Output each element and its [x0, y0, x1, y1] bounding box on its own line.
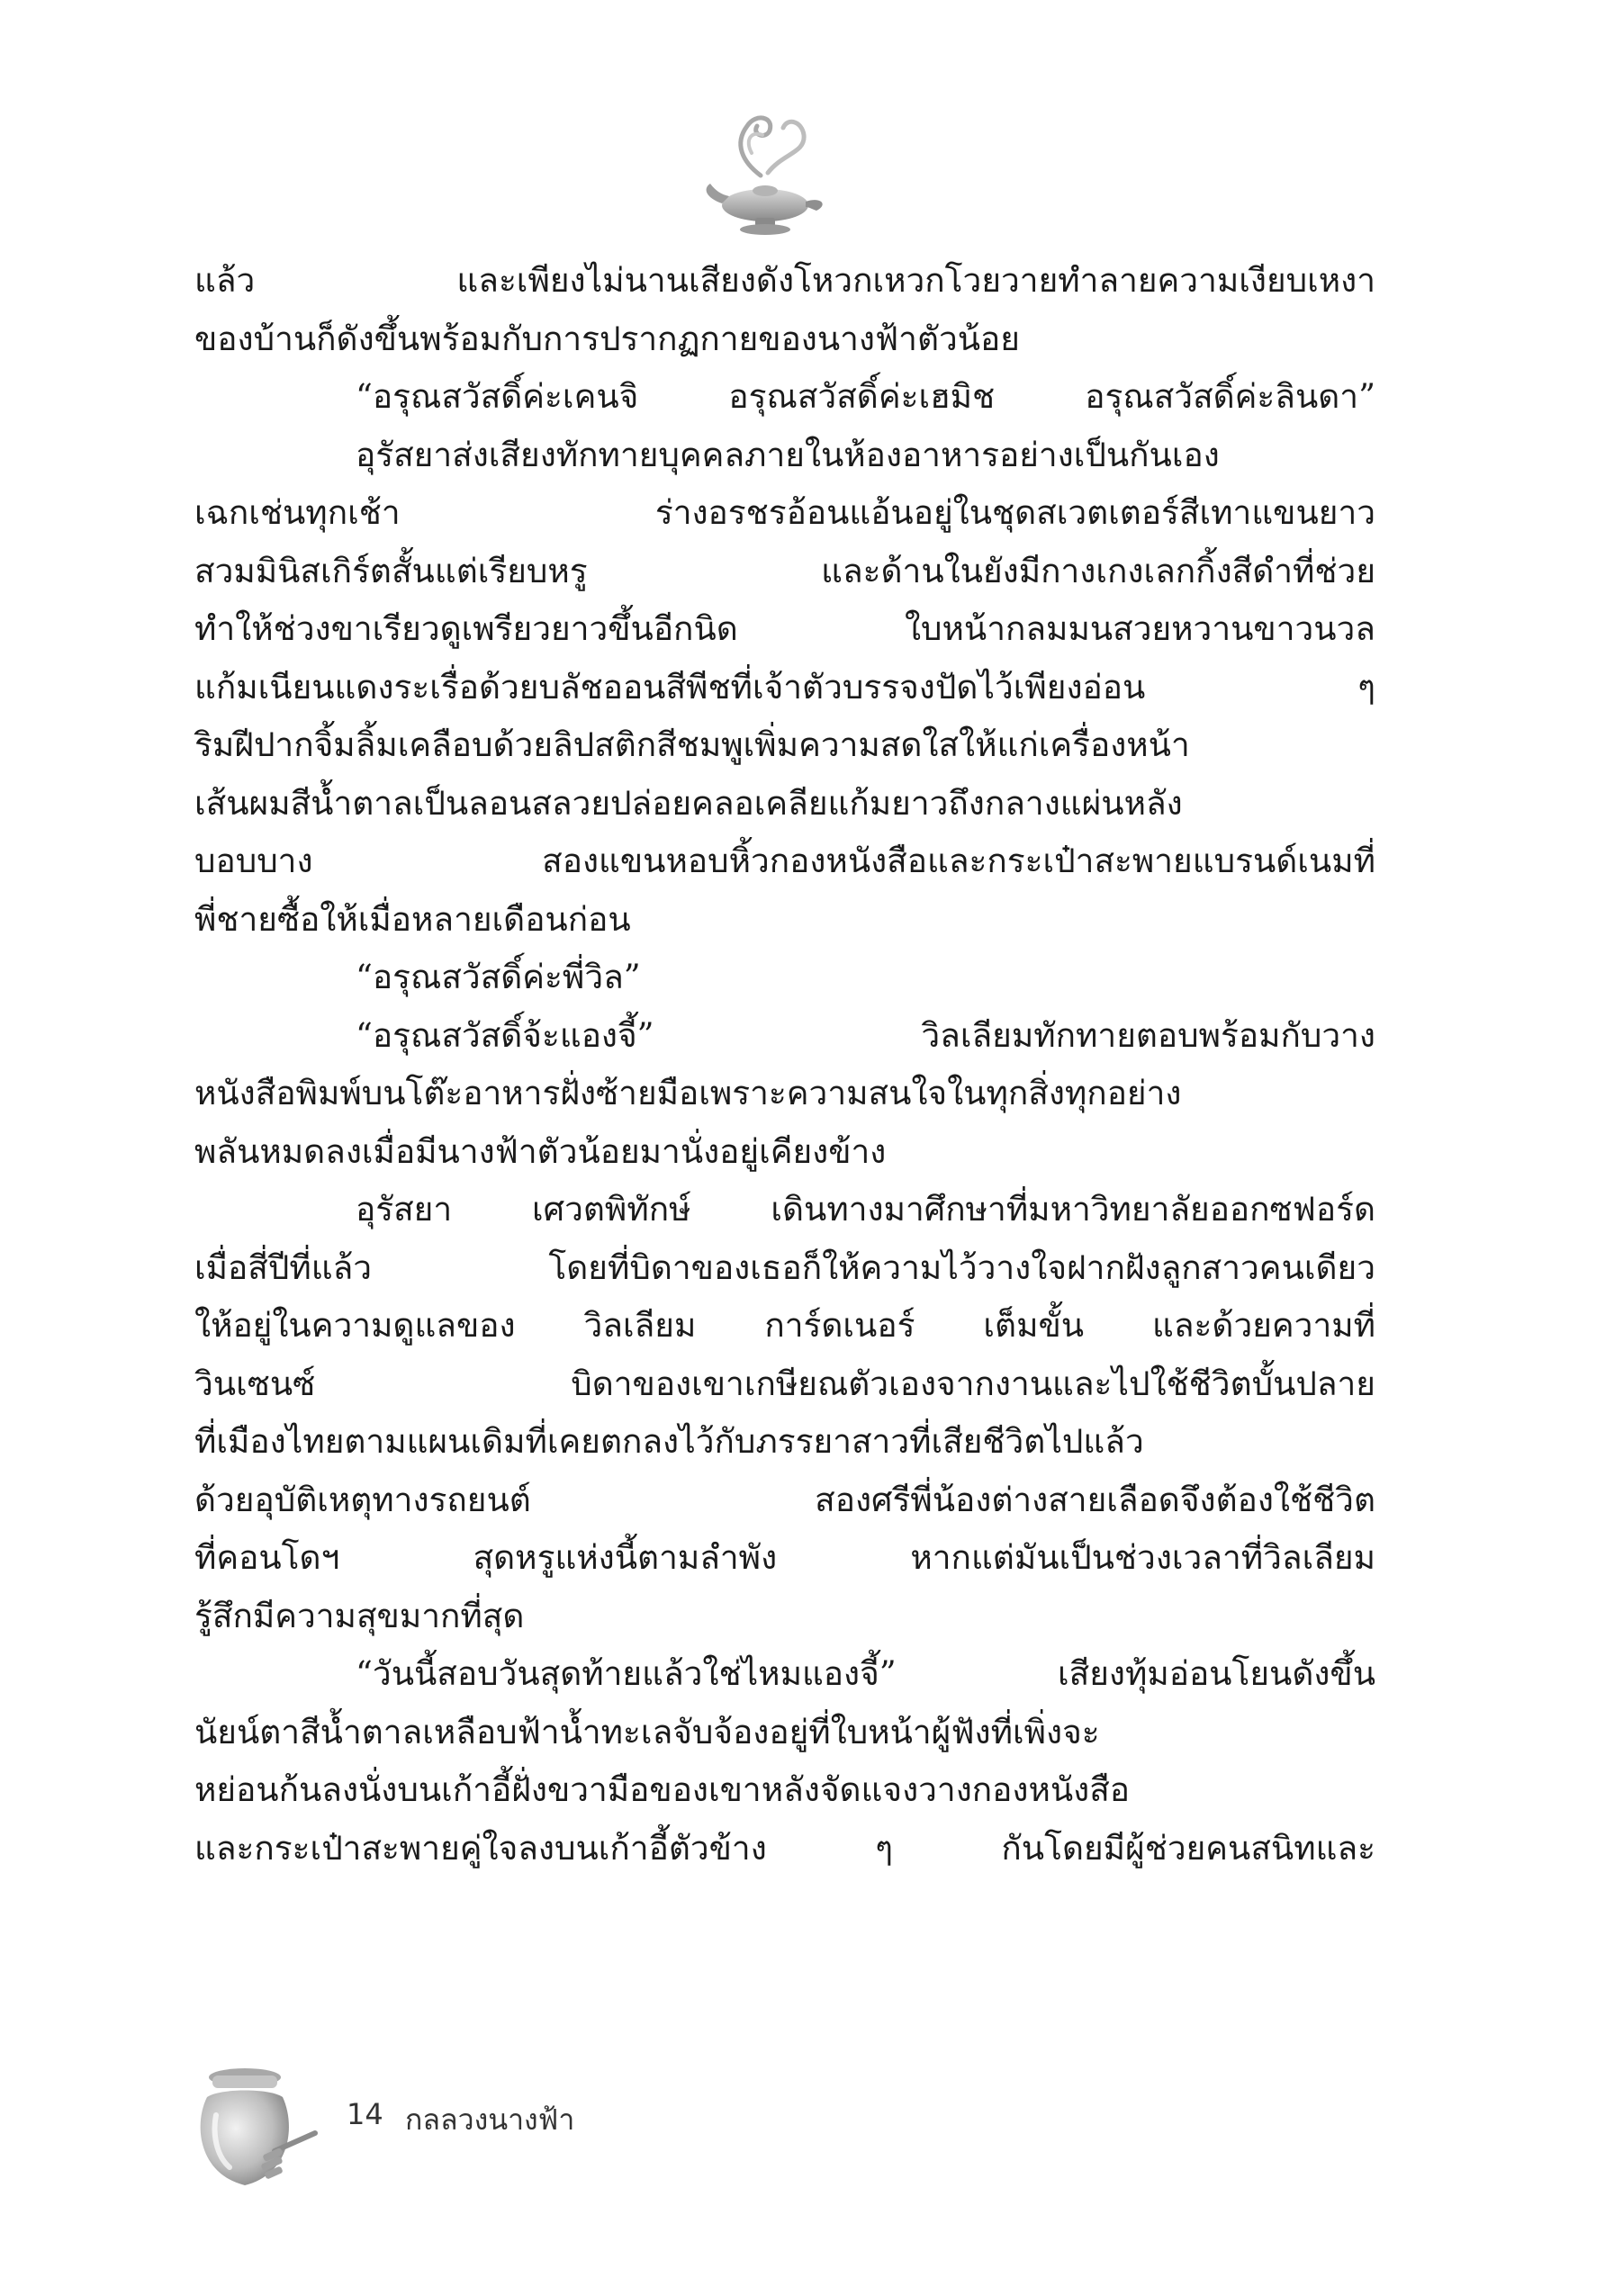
text-line: และกระเป๋าสะพายคู่ใจลงบนเก้าอี้ตัวข้าง ๆ กันโดยมีผู้ช่วยคนสนิทและ	[194, 1828, 1375, 1868]
text-line: อุรัสยาส่งเสียงทักทายบุคคลภายในห้องอาหารอย่างเป็นกันเอง	[356, 435, 1220, 474]
genie-lamp-icon	[698, 90, 833, 239]
text-line: แล้ว และเพียงไม่นานเสียงดังโหวกเหวกโวยวายทำลายความเงียบเหงา	[194, 261, 1375, 300]
text-line: เส้นผมสีน้ำตาลเป็นลอนสลวยปล่อยคลอเคลียแก้มยาวถึงกลางแผ่นหลัง	[194, 783, 1183, 823]
text-line: เมื่อสี่ปีที่แล้ว โดยที่บิดาของเธอก็ให้ความไว้วางใจฝากฝังลูกสาวคนเดียว	[194, 1247, 1375, 1287]
text-line: “อรุณสวัสดิ์ค่ะเคนจิ อรุณสวัสดิ์ค่ะเฮมิช อรุณสวัสดิ์ค่ะลินดา”	[356, 377, 1375, 416]
text-line: “อรุณสวัสดิ์จ้ะแองจี้” วิลเลียมทักทายตอบพร้อมกับวาง	[356, 1015, 1375, 1055]
text-line: ริมฝีปากจิ้มลิ้มเคลือบด้วยลิปสติกสีชมพูเพิ่มความสดใสให้แก่เครื่องหน้า	[194, 725, 1190, 764]
text-line: ด้วยอุบัติเหตุทางรถยนต์ สองศรีพี่น้องต่างสายเลือดจึงต้องใช้ชีวิต	[194, 1480, 1375, 1519]
text-line: เฉกเช่นทุกเช้า ร่างอรชรอ้อนแอ้นอยู่ในชุดสเวตเตอร์สีเทาแขนยาว	[194, 493, 1375, 532]
page-number: 14	[347, 2097, 383, 2131]
text-line: รู้สึกมีความสุขมากที่สุด	[194, 1596, 525, 1635]
text-line: แก้มเนียนแดงระเรื่อด้วยบลัชออนสีพีชที่เจ้าตัวบรรจงปัดไว้เพียงอ่อน ๆ	[194, 667, 1375, 707]
text-line: สวมมินิสเกิร์ตสั้นแต่เรียบหรู และด้านในยังมีกางเกงเลกกิ้งสีดำที่ช่วย	[194, 551, 1375, 590]
text-line: พลันหมดลงเมื่อมีนางฟ้าตัวน้อยมานั่งอยู่เคียงข้าง	[194, 1131, 887, 1171]
text-line: หนังสือพิมพ์บนโต๊ะอาหารฝั่งซ้ายมือเพราะความสนใจในทุกสิ่งทุกอย่าง	[194, 1074, 1182, 1112]
text-line: “วันนี้สอบวันสุดท้ายแล้วใช่ไหมแองจี้” เสียงทุ้มอ่อนโยนดังขึ้น	[356, 1654, 1375, 1693]
text-line: อุรัสยา เศวตพิทักษ์ เดินทางมาศึกษาที่มหาวิทยาลัยออกซฟอร์ด	[356, 1190, 1375, 1229]
text-line: พี่ชายซื้อให้เมื่อหลายเดือนก่อน	[194, 899, 631, 939]
text-line: นัยน์ตาสีน้ำตาลเหลือบฟ้าน้ำทะเลจับจ้องอยู่ที่ใบหน้าผู้ฟังที่เพิ่งจะ	[194, 1712, 1100, 1751]
page-footer	[189, 2061, 819, 2196]
text-line: หย่อนก้นลงนั่งบนเก้าอี้ฝั่งขวามือของเขาหลังจัดแจงวางกองหนังสือ	[194, 1770, 1130, 1809]
text-line: “อรุณสวัสดิ์ค่ะพี่วิล”	[356, 958, 641, 996]
text-line: ของบ้านก็ดังขึ้นพร้อมกับการปรากฏกายของนางฟ้าตัวน้อย	[194, 319, 1020, 358]
honey-pot-icon	[189, 2061, 324, 2196]
text-line: ทำให้ช่วงขาเรียวดูเพรียวยาวขึ้นอีกนิด ใบหน้ากลมมนสวยหวานขาวนวล	[194, 609, 1375, 648]
text-line: ที่เมืองไทยตามแผนเดิมที่เคยตกลงไว้กับภรรยาสาวที่เสียชีวิตไปแล้ว	[194, 1422, 1144, 1461]
text-line: วินเซนซ์ บิดาของเขาเกษียณตัวเองจากงานและไปใช้ชีวิตบั้นปลาย	[194, 1364, 1375, 1403]
book-title: กลลวงนางฟ้า	[405, 2102, 575, 2137]
text-line: บอบบาง สองแขนหอบหิ้วกองหนังสือและกระเป๋าสะพายแบรนด์เนมที่	[194, 842, 1375, 880]
text-line: ให้อยู่ในความดูแลของ วิลเลียม การ์ดเนอร์ เต็มขั้น และด้วยความที่	[194, 1306, 1375, 1345]
body-text	[194, 252, 1375, 1877]
text-line: ที่คอนโดฯ สุดหรูแห่งนี้ตามลำพัง หากแต่มันเป็นช่วงเวลาที่วิลเลียม	[194, 1538, 1375, 1577]
